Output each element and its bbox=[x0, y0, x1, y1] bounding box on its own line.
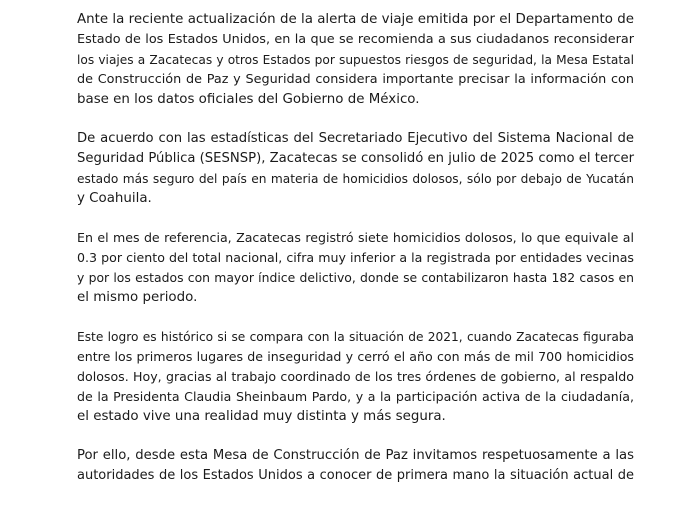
text-line: el mismo periodo. bbox=[77, 290, 198, 305]
text-line: base en los datos oficiales del Gobierno de México. bbox=[77, 92, 420, 107]
text-line: autoridades de los Estados Unidos a conocer de primera mano la situación actual de bbox=[77, 468, 634, 483]
text-line: En el mes de referencia, Zacatecas registró siete homicidios dolosos, lo que equivale al bbox=[77, 230, 634, 245]
paragraph-4 bbox=[77, 327, 634, 427]
paragraph-1 bbox=[77, 10, 634, 110]
text-line: estado más seguro del país en materia de homicidios dolosos, sólo por debajo de Yucatán bbox=[77, 172, 634, 186]
text-line: de la Presidenta Claudia Sheinbaum Pardo, y a la participación activa de la ciudadanía, bbox=[77, 389, 634, 404]
paragraph-5 bbox=[77, 446, 634, 486]
text-line: dolosos. Hoy, gracias al trabajo coordinado de los tres órdenes de gobierno, al respaldo bbox=[77, 369, 634, 384]
text-line: Ante la reciente actualización de la alerta de viaje emitida por el Departamento de bbox=[77, 12, 634, 27]
text-line: y por los estados con mayor índice delictivo, donde se contabilizaron hasta 182 casos en bbox=[77, 270, 634, 285]
text-line: Estado de los Estados Unidos, en la que se recomienda a sus ciudadanos reconsiderar bbox=[77, 32, 634, 47]
text-line: De acuerdo con las estadísticas del Secretariado Ejecutivo del Sistema Nacional de bbox=[77, 131, 634, 146]
text-line: de Construcción de Paz y Seguridad considera importante precisar la información con bbox=[77, 72, 634, 87]
text-line: los viajes a Zacatecas y otros Estados por supuestos riesgos de seguridad, la Mesa Estatal bbox=[77, 53, 634, 67]
text-line: 0.3 por ciento del total nacional, cifra muy inferior a la registrada por entidades vecinas bbox=[77, 250, 634, 265]
text-line: Seguridad Pública (SESNSP), Zacatecas se consolidó en julio de 2025 como el tercer bbox=[77, 151, 634, 166]
text-line: Este logro es histórico si se compara con la situación de 2021, cuando Zacatecas figuraba bbox=[77, 330, 634, 344]
text-line: el estado vive una realidad muy distinta y más segura. bbox=[77, 409, 446, 424]
paragraph-3 bbox=[77, 228, 634, 308]
paragraph-2 bbox=[77, 129, 634, 209]
text-line: entre los primeros lugares de inseguridad y cerró el año con más de mil 700 homicidios bbox=[77, 349, 634, 364]
document-body bbox=[77, 10, 634, 505]
text-line: y Coahuila. bbox=[77, 191, 152, 206]
text-line: Por ello, desde esta Mesa de Construcción de Paz invitamos respetuosamente a las bbox=[77, 448, 634, 463]
